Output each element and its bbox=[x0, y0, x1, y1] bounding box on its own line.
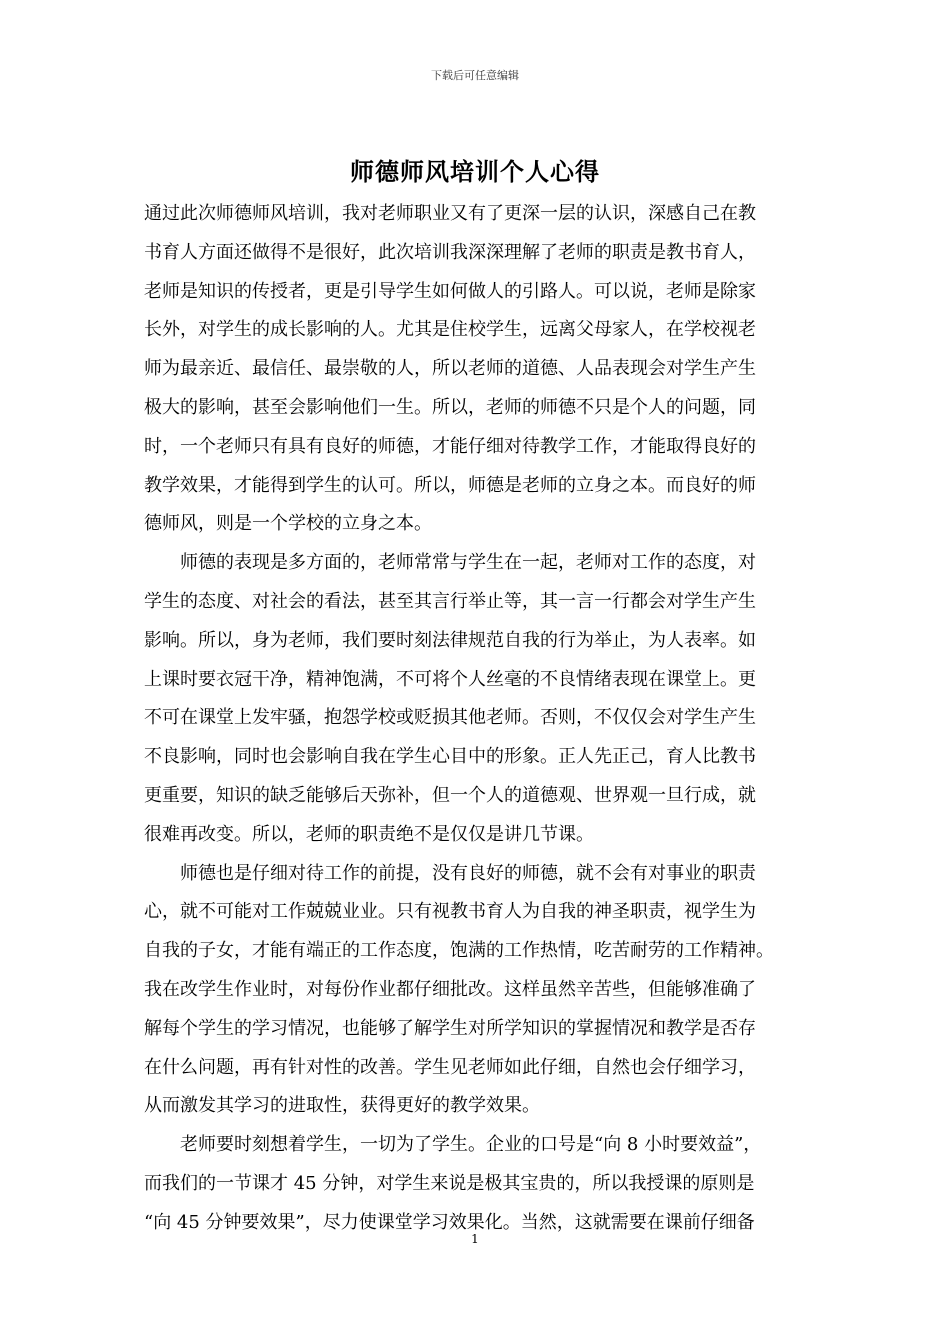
text-line: 书育人方面还做得不是很好，此次培训我深深理解了老师的职责是教书育人， bbox=[144, 241, 756, 263]
text-line: 通过此次师德师风培训，我对老师职业又有了更深一层的认识，深感自己在教 bbox=[144, 203, 756, 224]
text-line: “向 45 分钟要效果”，尽力使课堂学习效果化。当然，这就需要在课前仔细备 bbox=[144, 1211, 755, 1233]
text-line: 德师风，则是一个学校的立身之本。 bbox=[144, 513, 432, 535]
text-line: 学生的态度、对社会的看法，甚至其言行举止等，其一言一行都会对学生产生 bbox=[144, 590, 756, 612]
paragraph-1 bbox=[144, 195, 809, 544]
text-line: 师德的表现是多方面的，老师常常与学生在一起，老师对工作的态度，对 bbox=[144, 552, 756, 574]
text-line: 教学效果，才能得到学生的认可。所以，师德是老师的立身之本。而良好的师 bbox=[144, 474, 756, 496]
text-line: 解每个学生的学习情况，也能够了解学生对所学知识的掌握情况和教学是否存 bbox=[144, 1017, 756, 1039]
text-line: 很难再改变。所以，老师的职责绝不是仅仅是讲几节课。 bbox=[144, 823, 594, 845]
text-line: 不可在课堂上发牢骚，抱怨学校或贬损其他老师。否则，不仅仅会对学生产生 bbox=[144, 707, 756, 729]
page-header-note: 下载后可任意编辑 bbox=[431, 69, 519, 82]
text-line: 师德也是仔细对待工作的前提，没有良好的师德，就不会有对事业的职责 bbox=[144, 862, 756, 884]
text-line: 上课时要衣冠干净，精神饱满，不可将个人丝毫的不良情绪表现在课堂上。更 bbox=[144, 668, 756, 690]
text-line: 而我们的一节课才 45 分钟，对学生来说是极其宝贵的，所以我授课的原则是 bbox=[144, 1172, 755, 1194]
text-line: 心，就不可能对工作兢兢业业。只有视教书育人为自我的神圣职责，视学生为 bbox=[144, 901, 756, 923]
paragraph-4 bbox=[144, 1126, 809, 1242]
paragraph-3 bbox=[144, 855, 809, 1127]
page-number: 1 bbox=[471, 1232, 479, 1246]
paragraph-2 bbox=[144, 544, 809, 854]
text-line: 长外，对学生的成长影响的人。尤其是住校学生，远离父母家人，在学校视老 bbox=[144, 319, 756, 341]
text-line: 不良影响，同时也会影响自我在学生心目中的形象。正人先正己，育人比教书 bbox=[144, 746, 756, 768]
text-line: 极大的影响，甚至会影响他们一生。所以，老师的师德不只是个人的问题，同 bbox=[144, 396, 756, 418]
text-line: 在什么问题，再有针对性的改善。学生见老师如此仔细，自然也会仔细学习， bbox=[144, 1056, 756, 1078]
text-line: 影响。所以，身为老师，我们要时刻法律规范自我的行为举止，为人表率。如 bbox=[144, 629, 756, 651]
text-line: 更重要，知识的缺乏能够后天弥补，但一个人的道德观、世界观一旦行成，就 bbox=[144, 784, 756, 806]
document-title: 师德师风培训个人心得 bbox=[350, 157, 600, 186]
text-line: 时，一个老师只有具有良好的师德，才能仔细对待教学工作，才能取得良好的 bbox=[144, 435, 756, 457]
text-line: 师为最亲近、最信任、最崇敬的人，所以老师的道德、人品表现会对学生产生 bbox=[144, 358, 756, 380]
text-line: 从而激发其学习的进取性，获得更好的教学效果。 bbox=[144, 1095, 540, 1117]
document-body bbox=[144, 195, 809, 1243]
text-line: 老师要时刻想着学生，一切为了学生。企业的口号是“向 8 小时要效益”， bbox=[144, 1134, 762, 1156]
text-line: 我在改学生作业时，对每份作业都仔细批改。这样虽然辛苦些，但能够准确了 bbox=[144, 978, 756, 1000]
text-line: 老师是知识的传授者，更是引导学生如何做人的引路人。可以说，老师是除家 bbox=[144, 280, 756, 302]
text-line: 自我的子女，才能有端正的工作态度，饱满的工作热情，吃苦耐劳的工作精神。 bbox=[144, 940, 774, 962]
